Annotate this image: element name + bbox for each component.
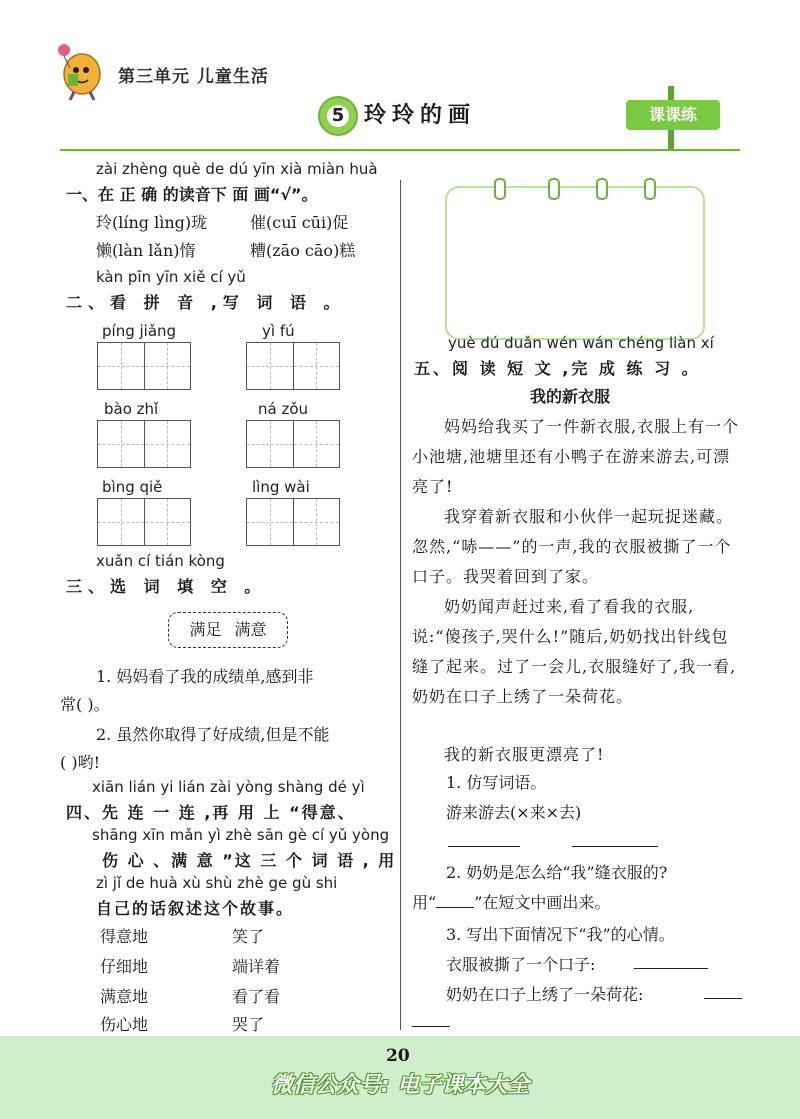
passage-title: 我的新衣服 (530, 387, 611, 406)
exercise-1-blank-1[interactable] (448, 846, 520, 847)
q4-right-3[interactable]: 看了看 (232, 987, 281, 1006)
board-ring-1 (494, 178, 506, 200)
q1-pinyin: zài zhèng què de dú yīn xià miàn huà (96, 160, 378, 178)
q1-item-3[interactable]: 懒(làn lǎn)惰 (96, 241, 196, 260)
q1-title: 一、在 正 确 的读音下 面 画“√”。 (66, 185, 318, 204)
exercise-3b-blank-cont[interactable] (412, 1026, 450, 1027)
q4-pinyin-1: xiān lián yi lián zài yòng shàng dé yì (92, 778, 365, 796)
passage-paragraph-4: 我的新衣服更漂亮了! (444, 745, 605, 764)
q1-item-4[interactable]: 糟(zāo cāo)糕 (250, 241, 356, 260)
writing-grid-4[interactable] (246, 420, 340, 468)
header-divider (60, 149, 740, 151)
exercise-3b-blank[interactable] (704, 998, 742, 999)
exercise-1: 1. 仿写词语。 (446, 773, 547, 792)
q2-pinyin-1: píng jiǎng (102, 322, 177, 340)
writing-grid-5[interactable] (97, 498, 191, 546)
q2-pinyin-2: yì fú (262, 322, 295, 340)
q5-title: 五、阅 读 短 文 ,完 成 练 习 。 (414, 359, 701, 378)
passage-paragraph-1: 妈妈给我买了一件新衣服,衣服上有一个小池塘,池塘里还有小鸭子在游来游去,可漂亮了! (412, 417, 740, 496)
exercise-3-question: 3. 写出下面情况下“我”的心情。 (446, 925, 675, 944)
drawing-board[interactable] (445, 186, 705, 340)
q3-title: 三、选 词 填 空 。 (66, 577, 267, 596)
board-ring-2 (548, 178, 560, 200)
q2-pinyin-5: bìng qiě (102, 478, 163, 496)
lesson-number-badge (318, 96, 358, 136)
q4-title-2: 伤 心 、满 意 ”这 三 个 词 语 , 用 (102, 851, 397, 870)
q4-left-3[interactable]: 满意地 (100, 987, 149, 1006)
q5-pinyin: yuè dú duǎn wén wán chéng liàn xí (448, 334, 714, 352)
exercise-2-pre: 用“ (412, 893, 437, 912)
column-divider (400, 180, 401, 1030)
q3-sentence-1a: 1. 妈妈看了我的成绩单,感到非 (96, 667, 314, 686)
page-number: 20 (386, 1046, 410, 1066)
underline-sample (436, 907, 474, 908)
q2-pinyin-6: lìng wài (252, 478, 310, 496)
exercise-2-instruction (412, 890, 610, 913)
q4-right-1[interactable]: 笑了 (232, 927, 265, 946)
q4-left-4[interactable]: 伤心地 (100, 1015, 149, 1034)
wechat-banner: 微信公众号: 电子课本大全 (270, 1073, 530, 1098)
q4-right-2[interactable]: 端详着 (232, 957, 281, 976)
writing-grid-2[interactable] (246, 342, 340, 390)
q4-left-2[interactable]: 仔细地 (100, 957, 149, 976)
exercise-2-question: 2. 奶奶是怎么给“我”缝衣服的? (446, 863, 668, 882)
lesson-number: 5 (327, 105, 349, 127)
exercise-3a-blank[interactable] (634, 968, 708, 969)
q2-pinyin-4: ná zǒu (258, 400, 309, 418)
q1-item-2[interactable]: 催(cuī cūi)促 (250, 213, 349, 232)
lesson-title: 玲玲的画 (364, 102, 477, 128)
board-ring-3 (596, 178, 608, 200)
q4-title-3: 自己的话叙述这个故事。 (96, 899, 295, 918)
q4-pinyin-3: zì jǐ de huà xù shù zhè ge gù shi (96, 874, 338, 892)
exercise-3a-label: 衣服被撕了一个口子: (446, 955, 596, 974)
passage-paragraph-2: 我穿着新衣服和小伙伴一起玩捉迷藏。忽然,“哧——”的一声,我的衣服被撕了一个口子。我哭着回到了家。 (412, 507, 734, 586)
q4-left-1[interactable]: 得意地 (100, 927, 149, 946)
mascot-illustration (52, 40, 112, 102)
exercise-2-post: ”在短文中画出来。 (474, 893, 611, 912)
unit-heading: 第三单元 儿童生活 (118, 67, 269, 87)
q2-pinyin: kàn pīn yīn xiě cí yǔ (96, 268, 246, 286)
writing-grid-1[interactable] (97, 342, 191, 390)
q3-sentence-2b[interactable]: ( )哟! (60, 753, 101, 772)
q4-pinyin-2: shāng xīn mǎn yì zhè sān gè cí yǔ yòng (92, 826, 390, 844)
q4-right-4[interactable]: 哭了 (232, 1015, 265, 1034)
passage-paragraph-3: 奶奶闻声赶过来,看了看我的衣服,说:“傻孩子,哭什么!”随后,奶奶找出针线包缝了起来。过了一会儿,衣服缝好了,我一看,奶奶在口子上绣了一朵荷花。 (412, 597, 737, 706)
q2-pinyin-3: bào zhǐ (104, 400, 159, 418)
q4-title-1: 四、先 连 一 连 ,再 用 上 “得意、 (66, 803, 356, 822)
q3-pinyin: xuǎn cí tián kòng (96, 552, 225, 570)
word-bank: 满足 满意 (168, 612, 288, 648)
q1-item-1[interactable]: 玲(líng lìng)珑 (96, 213, 208, 232)
writing-grid-3[interactable] (97, 420, 191, 468)
board-ring-4 (644, 178, 656, 200)
q3-sentence-1b[interactable]: 常( )。 (60, 695, 110, 714)
writing-grid-6[interactable] (246, 498, 340, 546)
practice-badge: 课课练 (626, 100, 720, 130)
exercise-1-blank-2[interactable] (572, 846, 658, 847)
exercise-1-example: 游来游去(×来×去) (446, 803, 582, 822)
exercise-3b-label: 奶奶在口子上绣了一朵荷花: (446, 985, 644, 1004)
q2-title: 二、看 拼 音 ,写 词 语 。 (66, 293, 346, 312)
q3-sentence-2a: 2. 虽然你取得了好成绩,但是不能 (96, 725, 330, 744)
